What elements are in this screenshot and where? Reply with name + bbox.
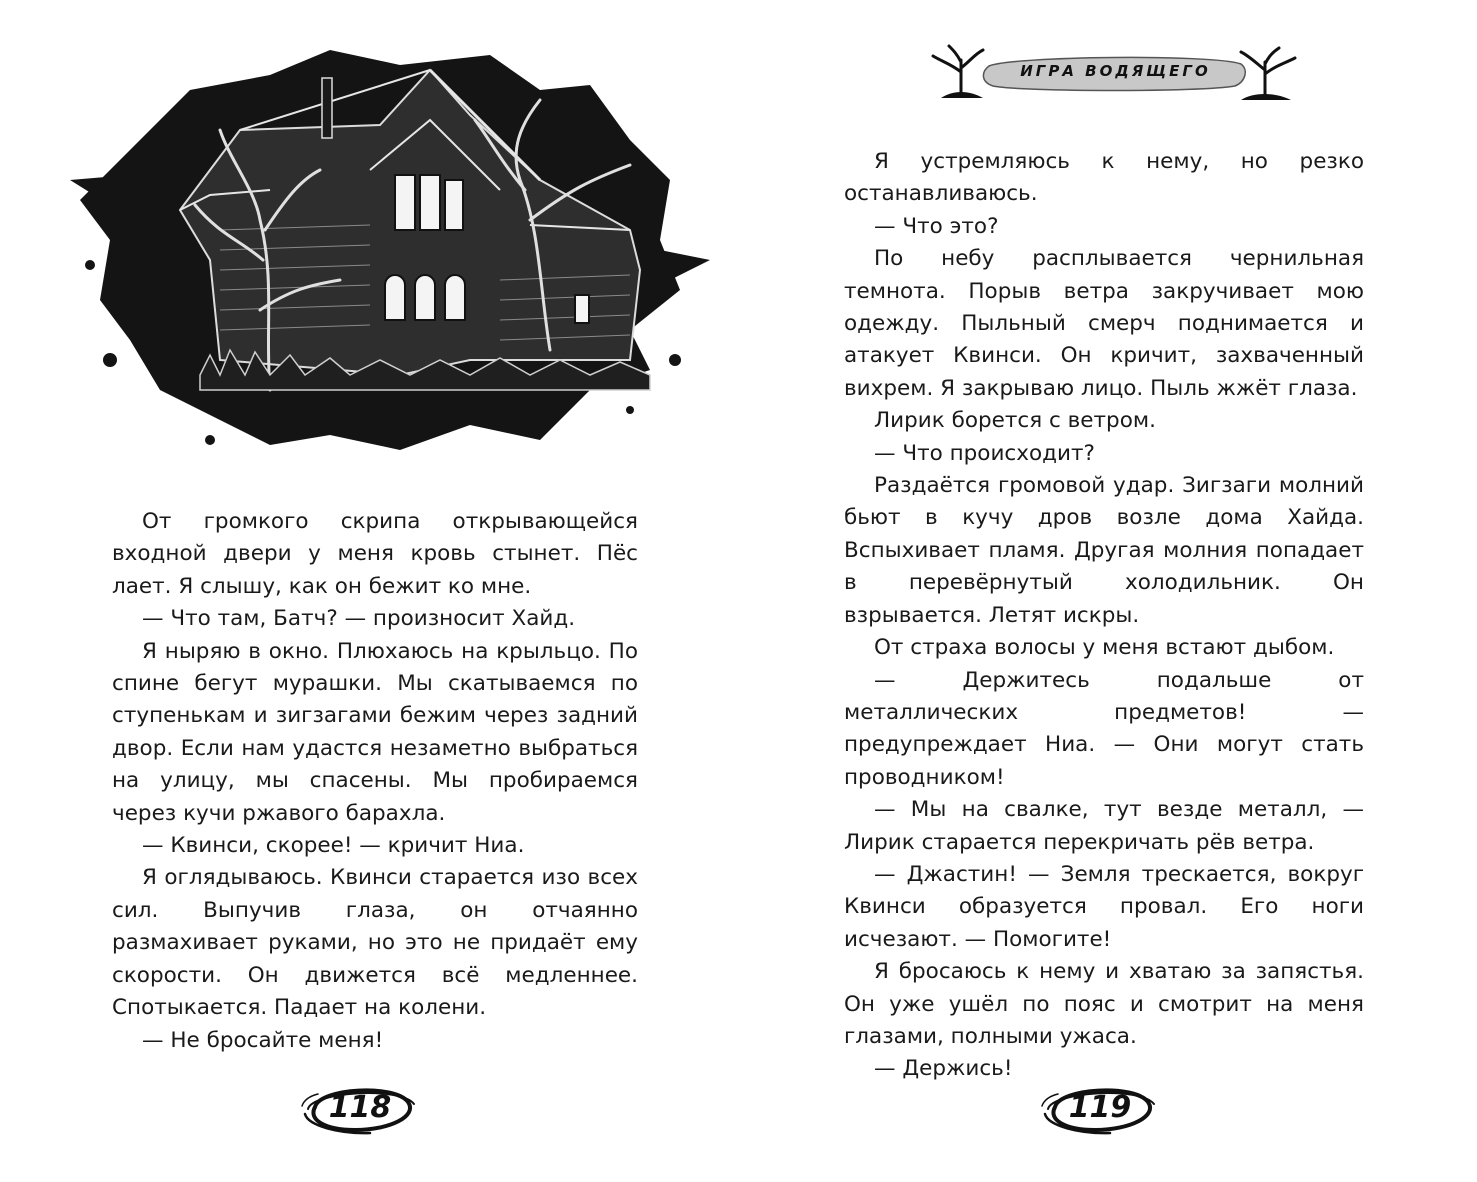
- paragraph: Лирик борется с ветром.: [874, 408, 1156, 434]
- left-page-body-text: [112, 506, 638, 1057]
- paragraph: Я ныряю в окно. Плюхаюсь на крыльцо. По спине бегут мурашки. Мы скатываемся по ступенькам и зигзагами бежим через задний двор. Если нам удастся незаметно выбраться на улицу, мы спасены. Мы пробираемся через кучи ржавого барахла.: [112, 638, 638, 826]
- left-page: [0, 0, 738, 1182]
- page-number-118: [300, 1076, 420, 1138]
- page-number: 119: [1068, 1090, 1132, 1125]
- paragraph: Я оглядываюсь. Квинси старается изо всех сил. Выпучив глаза, он отчаянно размахивает руками, но это не придаёт ему скорости. Он движется всё медленнее. Спотыкается. Падает на колени.: [112, 865, 638, 1021]
- paragraph: От громкого скрипа открывающейся входной двери у меня кровь стынет. Пёс лает. Я слышу, как он бежит ко мне.: [112, 509, 638, 599]
- paragraph: — Что там, Батч? — произносит Хайд.: [142, 606, 576, 632]
- paragraph: — Джастин! — Земля трескается, вокруг Квинси образуется провал. Его ноги исчезают. — Помогите!: [844, 861, 1364, 952]
- paragraph: Я устремляюсь к нему, но резко останавливаюсь.: [844, 149, 1364, 207]
- paragraph: Я бросаюсь к нему и хватаю за запястья. Он уже ушёл по пояс и смотрит на меня глазами, полными ужаса.: [844, 959, 1364, 1049]
- paragraph: — Держитесь подальше от металлических предметов! — предупреждает Ниа. — Они могут стать проводником!: [844, 667, 1364, 790]
- paragraph: — Держись!: [874, 1056, 1013, 1082]
- paragraph: — Не бросайте меня!: [142, 1027, 384, 1053]
- paragraph: — Что происходит?: [874, 440, 1095, 466]
- right-page-body-text: [844, 146, 1364, 1086]
- paragraph: — Мы на свалке, тут везде металл, — Лирик старается перекричать рёв ветра.: [844, 797, 1364, 855]
- haunted-house-illustration: [70, 30, 710, 480]
- paragraph: — Что это?: [874, 213, 999, 239]
- page-number-119: [1040, 1076, 1160, 1138]
- right-page: [738, 0, 1477, 1182]
- running-header: [923, 42, 1308, 104]
- paragraph: По небу расплывается чернильная темнота. Порыв ветра закручивает мою одежду. Пыльный смерч поднимается и атакует Квинси. Он кричит, захваченный вихрем. Я закрываю лицо. Пыль жжёт глаза.: [844, 246, 1364, 401]
- paragraph: Раздаётся громовой удар. Зигзаги молний бьют в кучу дров возле дома Хайда. Вспыхивает пламя. Другая молния попадает в перевёрнутый холодильник. Он взрывается. Летят искры.: [844, 473, 1364, 628]
- paragraph: — Квинси, скорее! — кричит Ниа.: [142, 833, 525, 859]
- paragraph: От страха волосы у меня встают дыбом.: [874, 635, 1335, 661]
- running-title: ИГРА ВОДЯЩЕГО: [1020, 62, 1211, 80]
- page-number: 118: [328, 1090, 392, 1125]
